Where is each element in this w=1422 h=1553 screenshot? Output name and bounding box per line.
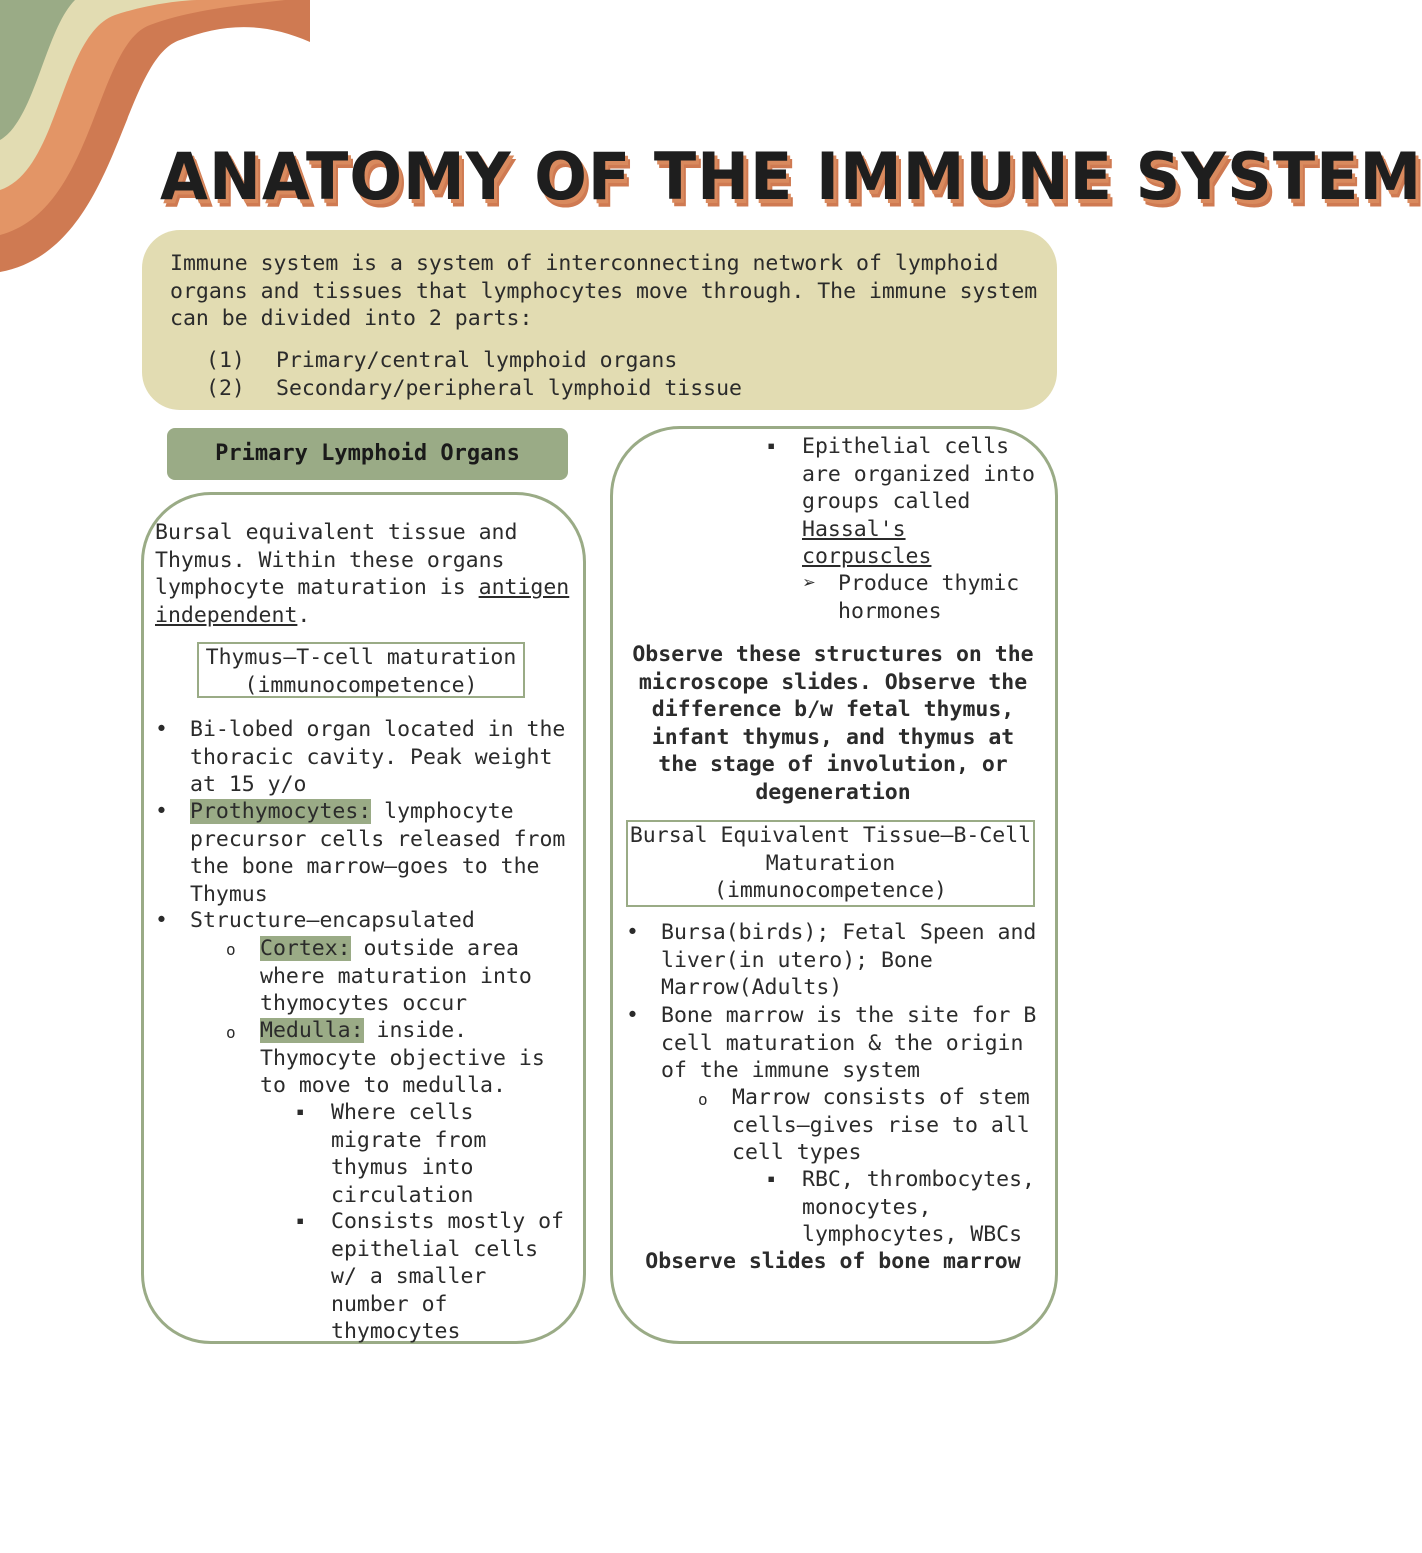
item-text: Primary/central lymphoid organs [276, 348, 678, 373]
text-line: Produce thymic [838, 571, 1020, 596]
bullet-dot: • [155, 799, 168, 824]
square-bullet: ▪ [296, 1213, 305, 1229]
text-line: w/ a smaller [331, 1264, 487, 1289]
square-bullet: ▪ [296, 1104, 305, 1120]
text-line: Thymus [190, 881, 268, 907]
bullet-dot: • [155, 717, 168, 742]
bone-marrow-text [661, 1002, 1051, 1085]
text-line: degeneration [755, 779, 911, 805]
text-line: the bone marrow—goes to the [190, 854, 540, 879]
text-line: Consists mostly of [331, 1209, 564, 1234]
text-line: cells—gives rise to all [732, 1112, 1030, 1138]
sub-bullet-circle: o [226, 1023, 236, 1042]
thymic-hormones-text [838, 570, 1048, 625]
cell-types-text [802, 1166, 1047, 1249]
bursa-locations-text [661, 919, 1051, 1002]
migrate-text [331, 1099, 581, 1209]
square-bullet: ▪ [767, 1171, 776, 1187]
bullet-dot: • [155, 908, 168, 933]
sub-bullet-circle: o [698, 1090, 708, 1109]
text-line: microscope slides. Observe the [638, 669, 1028, 695]
text-line: Bone marrow is the site for B [661, 1003, 1037, 1028]
text-line: thoracic cavity. Peak weight [190, 744, 553, 770]
text-line: Observe these structures on the [632, 642, 1034, 667]
underlined-term: Hassal's [802, 516, 906, 542]
text-line: Marrow consists of stem [732, 1085, 1030, 1110]
highlighted-term: Cortex: [260, 936, 351, 961]
text-line: thymus into [331, 1155, 474, 1180]
primary-intro-paragraph [155, 519, 580, 629]
box-line: Bursal Equivalent Tissue—B-Cell [629, 823, 1032, 848]
observe-thymus-instruction [618, 641, 1048, 806]
text-line [190, 798, 580, 826]
text-line [260, 935, 580, 963]
intro-list [206, 347, 1006, 403]
text-line: difference b/w fetal thymus, [651, 697, 1015, 722]
box-line: Maturation [765, 850, 896, 876]
highlighted-term: Prothymocytes: [190, 799, 372, 824]
bullet-dot: • [626, 1003, 639, 1028]
item-number: (1) [206, 348, 245, 373]
text-line [155, 574, 580, 602]
text-line: Bursal equivalent tissue and [155, 520, 518, 545]
text-line: at 15 y/o [190, 772, 307, 797]
text-span: lymphocyte [371, 799, 514, 824]
arrow-bullet-icon: ➢ [803, 571, 816, 596]
text-line: epithelial cells [331, 1236, 539, 1262]
text-line: thymocytes [331, 1319, 461, 1344]
stem-cells-text [732, 1084, 1050, 1167]
text-line: groups called [802, 489, 971, 514]
list-item [206, 347, 1006, 375]
item-text: Secondary/peripheral lymphoid tissue [276, 376, 742, 401]
medulla-text [260, 1017, 580, 1100]
text-line: Thymocyte objective is [260, 1045, 545, 1071]
text-line: liver(in utero); Bone [661, 947, 933, 973]
bullet-text [190, 716, 580, 799]
observe-bone-marrow-instruction: Observe slides of bone marrow [645, 1249, 1021, 1274]
sub-bullet-circle: o [226, 940, 236, 959]
box-line: (immunocompetence) [714, 878, 947, 903]
text-span: inside. [363, 1018, 468, 1043]
bullet-text: Structure—encapsulated [190, 908, 475, 933]
text-line: infant thymus, and thymus at [651, 724, 1015, 750]
underlined-term: antigen [478, 575, 570, 600]
text-line: precursor cells released from [190, 826, 566, 852]
bullet-text [190, 798, 580, 908]
box-line: (immunocompetence) [244, 672, 478, 698]
text-line: to move to medulla. [260, 1073, 506, 1098]
text-line: hormones [838, 598, 942, 624]
intro-line: organs and tissues that lymphocytes move through. The immune system [170, 278, 1038, 304]
list-item [206, 375, 1006, 403]
highlighted-term: Medulla: [260, 1018, 364, 1043]
hassals-text [802, 433, 1047, 571]
text-line: Marrow(Adults) [661, 975, 843, 1000]
text-line: the stage of involution, or [658, 752, 1008, 777]
text-line: monocytes, [802, 1194, 932, 1220]
text-span: lymphocyte maturation is [155, 575, 466, 600]
text-line: lymphocytes, WBCs [802, 1222, 1023, 1247]
text-line: Bursa(birds); Fetal Speen and [661, 920, 1037, 945]
intro-line: can be divided into 2 parts: [170, 306, 533, 331]
text-line [260, 1017, 580, 1045]
square-bullet: ▪ [767, 438, 776, 454]
text-line: of the immune system [661, 1058, 920, 1083]
cortex-text [260, 935, 580, 1018]
text-line: circulation [331, 1182, 474, 1208]
bullet-dot: • [626, 920, 639, 945]
text-span: outside area [350, 936, 519, 961]
text-line: Thymus. Within these organs [155, 547, 505, 573]
bursal-label-box [626, 820, 1035, 907]
text-line: cell types [732, 1140, 862, 1165]
intro-paragraph [170, 250, 1050, 333]
primary-lymphoid-header: Primary Lymphoid Organs [167, 428, 568, 480]
box-line: Thymus—T-cell maturation [205, 645, 517, 670]
text-line: are organized into [802, 461, 1035, 487]
underlined-term: independent [155, 602, 298, 628]
item-number: (2) [206, 376, 245, 401]
text-line: migrate from [331, 1127, 487, 1153]
text-line: cell maturation & the origin [661, 1030, 1024, 1056]
text-line: Bi-lobed organ located in the [190, 717, 566, 742]
text-line: RBC, thrombocytes, [802, 1167, 1035, 1192]
text-line [155, 602, 580, 630]
text-span: . [297, 602, 311, 628]
underlined-term: corpuscles [802, 544, 932, 569]
thymus-label-box [197, 642, 525, 698]
text-line: number of [331, 1291, 448, 1317]
text-line: where maturation into [260, 963, 532, 989]
text-line: Where cells [331, 1100, 474, 1125]
text-line: Epithelial cells [802, 434, 1010, 459]
page-title: ANATOMY OF THE IMMUNE SYSTEM [160, 138, 1422, 215]
text-line: thymocytes occur [260, 991, 468, 1016]
intro-line: Immune system is a system of interconnecting network of lymphoid [170, 251, 999, 276]
epithelial-composition-text [331, 1208, 581, 1346]
